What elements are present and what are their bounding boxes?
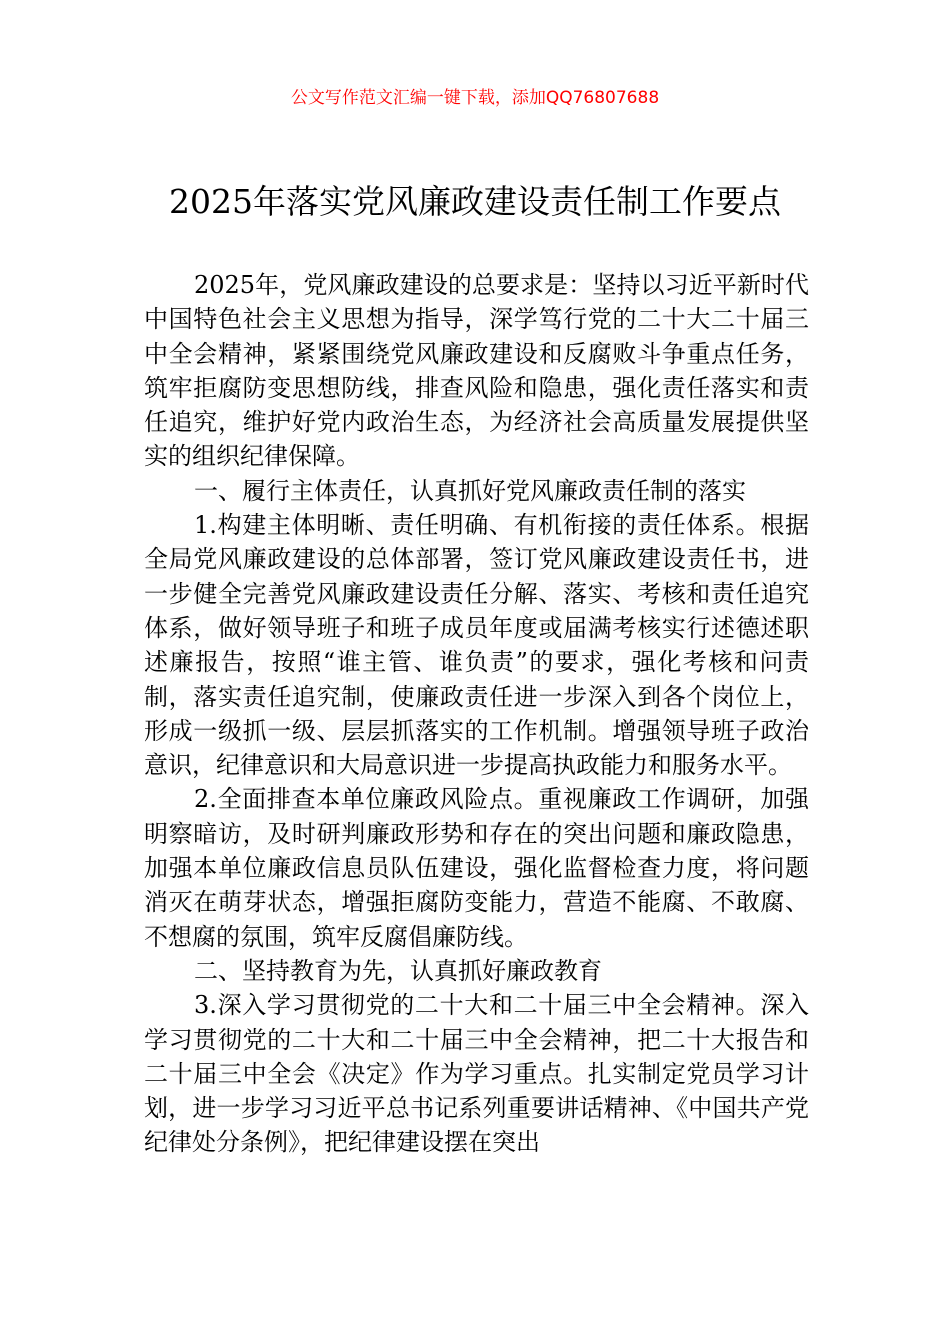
document-title: 2025年落实党风廉政建设责任制工作要点 xyxy=(169,182,781,221)
item-paragraph-1: 1.构建主体明晰、责任明确、有机衔接的责任体系。根据全局党风廉政建设的总体部署，签订党风廉政建设责任书，进一步健全完善党风廉政建设责任分解、落实、考核和责任追究体系，做好领导班子和班子成员年度或届满考核实行述德述职述廉报告，按照“谁主管、谁负责”的要求，强化考核和问责制，落实责任追究制，使廉政责任进一步深入到各个岗位上，形成一级抓一级、层层抓落实的工作机制。增强领导班子政治意识，纪律意识和大局意识进一步提高执政能力和服务水平。 xyxy=(144,511,809,780)
header-download-note: 公文写作范文汇编一键下载，添加QQ76807688 xyxy=(290,88,660,108)
document-body xyxy=(144,268,809,1160)
item-paragraph-3: 3.深入学习贯彻党的二十大和二十届三中全会精神。深入学习贯彻党的二十大和二十届三中全会精神，把二十大报告和二十届三中全会《决定》作为学习重点。扎实制定党员学习计划，进一步学习习近平总书记系列重要讲话精神、《中国共产党纪律处分条例》，把纪律建设摆在突出 xyxy=(144,991,809,1157)
section-heading-2: 二、坚持教育为先，认真抓好廉政教育 xyxy=(194,956,602,985)
item-paragraph-2: 2.全面排查本单位廉政风险点。重视廉政工作调研，加强明察暗访，及时研判廉政形势和存在的突出问题和廉政隐患，加强本单位廉政信息员队伍建设，强化监督检查力度，将问题消灭在萌芽状态，增强拒腐防变能力，营造不能腐、不敢腐、不想腐的氛围，筑牢反腐倡廉防线。 xyxy=(144,785,809,951)
intro-paragraph: 2025年，党风廉政建设的总要求是：坚持以习近平新时代中国特色社会主义思想为指导，深学笃行党的二十大二十届三中全会精神，紧紧围绕党风廉政建设和反腐败斗争重点任务，筑牢拒腐防变思想防线，排查风险和隐患，强化责任落实和责任追究，维护好党内政治生态，为经济社会高质量发展提供坚实的组织纪律保障。 xyxy=(144,271,809,471)
section-heading-1: 一、履行主体责任，认真抓好党风廉政责任制的落实 xyxy=(194,476,746,505)
